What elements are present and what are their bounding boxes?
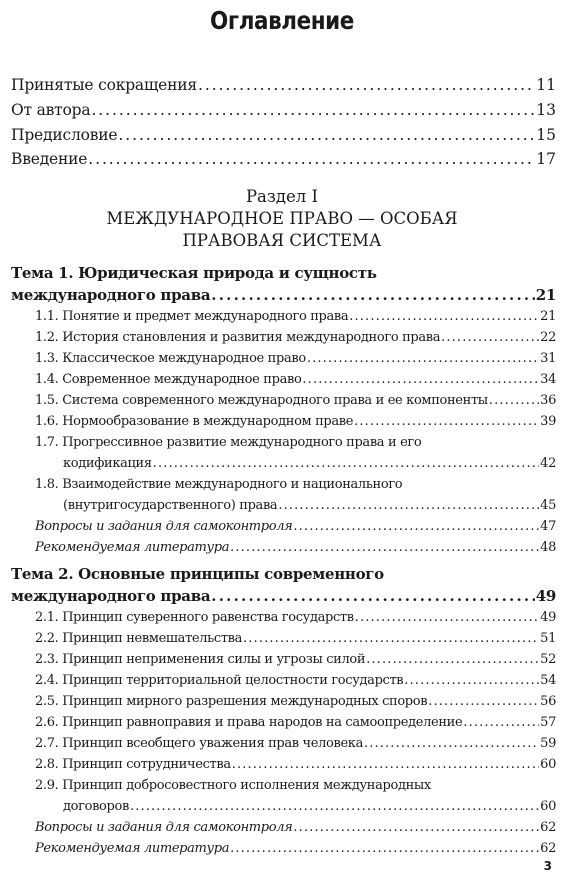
topic2-heading-line1[interactable]: Тема 2. Основные принципы современного bbox=[11, 565, 384, 583]
toc-subentry[interactable] bbox=[35, 631, 556, 646]
entry-page: 11 bbox=[536, 76, 556, 94]
toc-subentry-line1[interactable]: 1.7. Прогрессивное развитие международного права и его bbox=[35, 435, 422, 450]
leader-dots bbox=[349, 309, 539, 324]
leader-dots bbox=[293, 820, 539, 835]
entry-page: 60 bbox=[540, 757, 556, 772]
entry-page: 15 bbox=[536, 126, 556, 144]
leader-dots bbox=[91, 101, 535, 119]
entry-label: 1.3. Классическое международное право bbox=[35, 351, 306, 366]
entry-label: кодификация bbox=[63, 456, 152, 471]
leader-dots bbox=[293, 519, 539, 534]
entry-label: (внутригосударственного) права bbox=[63, 498, 278, 513]
entry-page: 34 bbox=[540, 372, 556, 387]
toc-subentry-line2[interactable] bbox=[63, 498, 556, 513]
entry-page: 56 bbox=[540, 694, 556, 709]
leader-dots bbox=[211, 286, 534, 304]
entry-page: 62 bbox=[540, 820, 556, 835]
leader-dots bbox=[118, 126, 535, 144]
leader-dots bbox=[463, 715, 539, 730]
topic1-heading-line2[interactable] bbox=[11, 286, 556, 304]
entry-label: Предисловие bbox=[11, 126, 118, 144]
entry-page: 57 bbox=[540, 715, 556, 730]
entry-label: 2.2. Принцип невмешательства bbox=[35, 631, 243, 646]
toc-subentry-questions[interactable] bbox=[35, 519, 556, 534]
entry-page: 49 bbox=[540, 610, 556, 625]
entry-page: 59 bbox=[540, 736, 556, 751]
entry-label: 2.8. Принцип сотрудничества bbox=[35, 757, 231, 772]
toc-subentry[interactable] bbox=[35, 652, 556, 667]
leader-dots bbox=[230, 540, 539, 555]
entry-label: Вопросы и задания для самоконтроля bbox=[35, 519, 293, 534]
entry-page: 17 bbox=[536, 150, 556, 168]
entry-label: 1.2. История становления и развития международного права bbox=[35, 330, 441, 345]
toc-subentry-line2[interactable] bbox=[63, 456, 556, 471]
toc-subentry[interactable] bbox=[35, 372, 556, 387]
entry-page: 36 bbox=[540, 393, 556, 408]
section-title-line2: ПРАВОВАЯ СИСТЕМА bbox=[182, 231, 382, 250]
entry-label: 2.7. Принцип всеобщего уважения прав человека bbox=[35, 736, 363, 751]
entry-label: 2.5. Принцип мирного разрешения международных споров bbox=[35, 694, 428, 709]
entry-page: 39 bbox=[540, 414, 556, 429]
toc-subentry[interactable] bbox=[35, 414, 556, 429]
toc-subentry[interactable] bbox=[35, 309, 556, 324]
leader-dots bbox=[366, 652, 539, 667]
toc-subentry-literature[interactable] bbox=[35, 841, 556, 856]
toc-subentry[interactable] bbox=[35, 330, 556, 345]
entry-page: 54 bbox=[540, 673, 556, 688]
leader-dots bbox=[232, 757, 539, 772]
entry-label: 2.3. Принцип неприменения силы и угрозы силой bbox=[35, 652, 366, 667]
toc-subentry[interactable] bbox=[35, 610, 556, 625]
entry-page: 42 bbox=[540, 456, 556, 471]
leader-dots bbox=[230, 841, 539, 856]
entry-label: 2.4. Принцип территориальной целостности государств bbox=[35, 673, 404, 688]
topic-title: международного права bbox=[11, 286, 211, 304]
leader-dots bbox=[489, 393, 539, 408]
topic-page: 21 bbox=[535, 286, 556, 304]
topic-page: 49 bbox=[535, 587, 556, 605]
entry-label: От автора bbox=[11, 101, 91, 119]
leader-dots bbox=[153, 456, 539, 471]
entry-label: 2.1. Принцип суверенного равенства государств bbox=[35, 610, 354, 625]
toc-entry-from-author[interactable] bbox=[11, 101, 556, 119]
entry-page: 31 bbox=[540, 351, 556, 366]
entry-label: 1.6. Нормообразование в международном праве bbox=[35, 414, 354, 429]
leader-dots bbox=[278, 498, 539, 513]
leader-dots bbox=[404, 673, 539, 688]
leader-dots bbox=[441, 330, 539, 345]
toc-subentry[interactable] bbox=[35, 715, 556, 730]
toc-subentry[interactable] bbox=[35, 351, 556, 366]
toc-subentry[interactable] bbox=[35, 736, 556, 751]
section-number: Раздел I bbox=[245, 187, 319, 206]
leader-dots bbox=[88, 150, 535, 168]
entry-label: Введение bbox=[11, 150, 88, 168]
entry-page: 47 bbox=[540, 519, 556, 534]
leader-dots bbox=[355, 610, 539, 625]
toc-subentry[interactable] bbox=[35, 694, 556, 709]
toc-subentry-line2[interactable] bbox=[63, 799, 556, 814]
leader-dots bbox=[243, 631, 539, 646]
leader-dots bbox=[307, 351, 539, 366]
leader-dots bbox=[211, 587, 534, 605]
entry-label: Рекомендуемая литература bbox=[35, 841, 230, 856]
toc-entry-introduction[interactable] bbox=[11, 150, 556, 168]
leader-dots bbox=[198, 76, 535, 94]
entry-label: 1.5. Система современного международного права и ее компоненты bbox=[35, 393, 488, 408]
entry-page: 21 bbox=[540, 309, 556, 324]
leader-dots bbox=[302, 372, 539, 387]
entry-label: Рекомендуемая литература bbox=[35, 540, 230, 555]
entry-page: 51 bbox=[540, 631, 556, 646]
entry-label: 1.4. Современное международное право bbox=[35, 372, 302, 387]
toc-entry-abbreviations[interactable] bbox=[11, 76, 556, 94]
entry-page: 13 bbox=[536, 101, 556, 119]
toc-subentry[interactable] bbox=[35, 393, 556, 408]
entry-label: Вопросы и задания для самоконтроля bbox=[35, 820, 293, 835]
toc-subentry-line1[interactable]: 1.8. Взаимодействие международного и национального bbox=[35, 477, 403, 492]
toc-subentry-line1[interactable]: 2.9. Принцип добросовестного исполнения международных bbox=[35, 778, 431, 793]
entry-page: 45 bbox=[540, 498, 556, 513]
leader-dots bbox=[428, 694, 539, 709]
leader-dots bbox=[130, 799, 539, 814]
toc-subentry-questions[interactable] bbox=[35, 820, 556, 835]
toc-subentry[interactable] bbox=[35, 673, 556, 688]
entry-label: договоров bbox=[63, 799, 129, 814]
topic-title: международного права bbox=[11, 587, 211, 605]
leader-dots bbox=[364, 736, 539, 751]
topic1-heading-line1[interactable]: Тема 1. Юридическая природа и сущность bbox=[11, 264, 377, 282]
entry-page: 48 bbox=[540, 540, 556, 555]
toc-subentry[interactable] bbox=[35, 757, 556, 772]
section-title-line1: МЕЖДУНАРОДНОЕ ПРАВО — ОСОБАЯ bbox=[106, 209, 458, 228]
page-number: 3 bbox=[543, 859, 552, 873]
entry-label: 1.1. Понятие и предмет международного права bbox=[35, 309, 349, 324]
entry-page: 62 bbox=[540, 841, 556, 856]
page-title: Оглавление bbox=[210, 6, 354, 35]
entry-page: 52 bbox=[540, 652, 556, 667]
entry-page: 60 bbox=[540, 799, 556, 814]
topic2-heading-line2[interactable] bbox=[11, 587, 556, 605]
entry-label: Принятые сокращения bbox=[11, 76, 197, 94]
entry-page: 22 bbox=[540, 330, 556, 345]
leader-dots bbox=[354, 414, 539, 429]
section-heading bbox=[0, 186, 564, 252]
entry-label: 2.6. Принцип равноправия и права народов на самоопределение bbox=[35, 715, 463, 730]
toc-entry-preface[interactable] bbox=[11, 126, 556, 144]
toc-subentry-literature[interactable] bbox=[35, 540, 556, 555]
